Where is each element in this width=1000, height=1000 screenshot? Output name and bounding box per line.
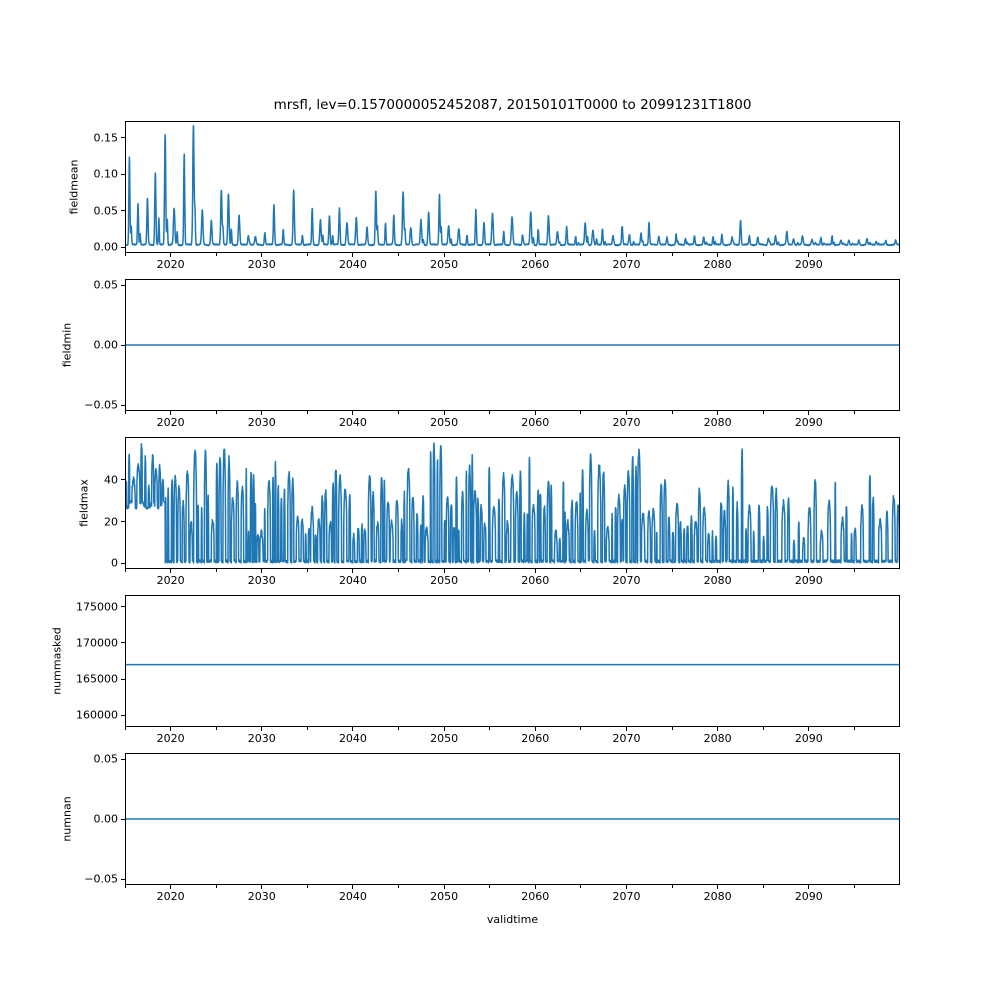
x-tick (808, 569, 809, 573)
y-tick (121, 345, 125, 346)
y-axis-label-nummasked: nummasked (50, 627, 64, 695)
x-tick-label: 2070 (612, 416, 641, 429)
subplot-nummasked (50, 595, 900, 745)
y-tick-label: 175000 (76, 600, 118, 614)
x-tick-label: 2040 (338, 258, 367, 271)
x-tick-label: 2050 (430, 574, 459, 587)
x-tick-label: 2070 (612, 732, 641, 745)
plot-area-fieldmin (125, 279, 900, 411)
x-tick (261, 885, 262, 889)
x-minor-tick (216, 253, 217, 256)
y-tick (121, 679, 125, 680)
y-tick (121, 405, 125, 406)
x-minor-tick (763, 253, 764, 256)
x-tick-label: 2070 (612, 890, 641, 903)
plot-area-fieldmean (125, 121, 900, 253)
x-minor-tick (398, 253, 399, 256)
x-tick (626, 253, 627, 257)
y-tick-label: 0.05 (93, 204, 118, 218)
x-tick-label: 2060 (521, 416, 550, 429)
x-tick (352, 253, 353, 257)
x-minor-tick (580, 885, 581, 888)
y-tick-label: 0 (111, 556, 118, 570)
x-tick (808, 727, 809, 731)
x-tick-label: 2070 (612, 258, 641, 271)
x-minor-tick (489, 253, 490, 256)
x-tick (261, 727, 262, 731)
x-minor-tick (489, 885, 490, 888)
x-tick (170, 885, 171, 889)
x-tick (170, 411, 171, 415)
x-minor-tick (307, 727, 308, 730)
y-tick (121, 521, 125, 522)
x-tick-label: 2090 (794, 732, 823, 745)
x-tick-label: 2060 (521, 574, 550, 587)
y-tick-label: 170000 (76, 636, 118, 650)
x-tick (717, 569, 718, 573)
x-minor-tick (125, 411, 126, 414)
x-tick (352, 411, 353, 415)
line-fieldmean (125, 126, 900, 246)
x-tick (444, 885, 445, 889)
x-minor-tick (125, 569, 126, 572)
y-axis-label-fieldmin: fieldmin (60, 322, 73, 368)
x-tick (444, 727, 445, 731)
y-tick-label: 0.00 (93, 240, 118, 254)
y-axis-label-fieldmean: fieldmean (67, 159, 81, 215)
subplot-fieldmean (67, 121, 900, 271)
y-tick-label: 160000 (76, 708, 118, 722)
x-tick-label: 2030 (247, 416, 276, 429)
x-tick-label: 2020 (156, 574, 185, 587)
x-minor-tick (216, 727, 217, 730)
x-tick (535, 727, 536, 731)
plot-area-nummasked (125, 595, 900, 727)
x-tick-label: 2080 (703, 574, 732, 587)
y-tick (121, 879, 125, 880)
x-minor-tick (672, 885, 673, 888)
x-minor-tick (580, 569, 581, 572)
x-tick-label: 2090 (794, 258, 823, 271)
figure-title: mrsfl, lev=0.1570000052452087, 20150101T0000 to 20991231T1800 (273, 97, 752, 113)
plot-area-numnan (125, 753, 900, 885)
x-tick (717, 885, 718, 889)
x-minor-tick (763, 569, 764, 572)
x-minor-tick (672, 569, 673, 572)
x-minor-tick (854, 253, 855, 256)
x-tick (261, 253, 262, 257)
x-minor-tick (763, 885, 764, 888)
y-tick-label: 0.15 (93, 131, 118, 145)
x-minor-tick (489, 411, 490, 414)
x-tick-label: 2030 (247, 732, 276, 745)
x-tick-label: 2040 (338, 574, 367, 587)
x-tick (717, 727, 718, 731)
x-tick-label: 2050 (430, 258, 459, 271)
y-tick (121, 819, 125, 820)
x-minor-tick (854, 411, 855, 414)
x-tick (717, 253, 718, 257)
y-tick (121, 174, 125, 175)
x-tick-label: 2060 (521, 258, 550, 271)
x-tick (444, 411, 445, 415)
x-tick (808, 253, 809, 257)
x-tick (626, 411, 627, 415)
x-minor-tick (489, 727, 490, 730)
y-tick (121, 479, 125, 480)
y-tick-label: 0.05 (93, 278, 118, 292)
x-minor-tick (307, 569, 308, 572)
x-tick-label: 2090 (794, 416, 823, 429)
x-tick (352, 569, 353, 573)
x-minor-tick (672, 253, 673, 256)
y-tick (121, 759, 125, 760)
y-tick-label: 0.05 (93, 752, 118, 766)
x-minor-tick (125, 253, 126, 256)
y-tick-label: 0.10 (93, 167, 118, 181)
subplot-numnan (60, 752, 900, 903)
x-tick-label: 2020 (156, 890, 185, 903)
y-tick (121, 606, 125, 607)
x-tick (170, 727, 171, 731)
x-minor-tick (763, 411, 764, 414)
plot-area-fieldmax (125, 437, 900, 569)
x-tick-label: 2040 (338, 890, 367, 903)
x-tick-label: 2080 (703, 416, 732, 429)
x-minor-tick (398, 885, 399, 888)
x-minor-tick (216, 569, 217, 572)
x-tick-label: 2050 (430, 732, 459, 745)
x-tick-label: 2090 (794, 890, 823, 903)
x-minor-tick (125, 885, 126, 888)
x-tick (717, 411, 718, 415)
x-minor-tick (307, 885, 308, 888)
x-tick-label: 2020 (156, 258, 185, 271)
x-tick-label: 2060 (521, 732, 550, 745)
x-tick-label: 2050 (430, 416, 459, 429)
x-minor-tick (672, 411, 673, 414)
x-tick-label: 2080 (703, 732, 732, 745)
y-tick-label: −0.05 (84, 872, 118, 886)
x-tick-label: 2090 (794, 574, 823, 587)
x-minor-tick (854, 569, 855, 572)
x-axis-label: validtime (486, 913, 539, 926)
x-tick-label: 2050 (430, 890, 459, 903)
x-minor-tick (125, 727, 126, 730)
x-tick (535, 569, 536, 573)
y-tick-label: 0.00 (93, 812, 118, 826)
y-tick (121, 137, 125, 138)
x-minor-tick (580, 727, 581, 730)
y-tick (121, 210, 125, 211)
y-axis-label-numnan: numnan (60, 796, 73, 842)
x-minor-tick (398, 411, 399, 414)
subplot-fieldmax (77, 437, 900, 587)
x-tick (352, 727, 353, 731)
x-minor-tick (307, 411, 308, 414)
x-tick (261, 569, 262, 573)
y-tick-label: −0.05 (84, 398, 118, 412)
x-minor-tick (398, 727, 399, 730)
x-minor-tick (854, 885, 855, 888)
x-tick-label: 2040 (338, 416, 367, 429)
x-minor-tick (763, 727, 764, 730)
x-tick-label: 2070 (612, 574, 641, 587)
y-tick (121, 715, 125, 716)
x-tick (626, 885, 627, 889)
x-tick (352, 885, 353, 889)
x-tick (626, 569, 627, 573)
x-minor-tick (854, 727, 855, 730)
x-tick-label: 2030 (247, 890, 276, 903)
subplot-fieldmin (60, 278, 900, 429)
x-tick (626, 727, 627, 731)
x-tick (444, 569, 445, 573)
x-minor-tick (580, 411, 581, 414)
x-minor-tick (580, 253, 581, 256)
y-tick-label: 20 (104, 515, 118, 528)
x-tick (170, 253, 171, 257)
x-tick-label: 2030 (247, 258, 276, 271)
line-fieldmax (125, 443, 900, 563)
y-tick (121, 247, 125, 248)
x-tick-label: 2030 (247, 574, 276, 587)
y-tick (121, 285, 125, 286)
x-tick (808, 411, 809, 415)
y-tick (121, 642, 125, 643)
y-tick-label: 0.00 (93, 338, 118, 352)
x-tick-label: 2040 (338, 732, 367, 745)
x-minor-tick (216, 885, 217, 888)
y-axis-label-fieldmax: fieldmax (77, 479, 91, 527)
x-minor-tick (398, 569, 399, 572)
x-tick-label: 2080 (703, 258, 732, 271)
x-minor-tick (489, 569, 490, 572)
x-tick (261, 411, 262, 415)
x-tick (535, 411, 536, 415)
y-tick-label: 40 (104, 473, 118, 487)
x-minor-tick (672, 727, 673, 730)
x-tick-label: 2060 (521, 890, 550, 903)
x-tick (170, 569, 171, 573)
x-tick (535, 885, 536, 889)
x-tick-label: 2080 (703, 890, 732, 903)
x-minor-tick (216, 411, 217, 414)
y-tick-label: 165000 (76, 672, 118, 686)
x-tick-label: 2020 (156, 416, 185, 429)
x-tick (444, 253, 445, 257)
x-minor-tick (307, 253, 308, 256)
x-tick-label: 2020 (156, 732, 185, 745)
y-tick (121, 563, 125, 564)
x-tick (808, 885, 809, 889)
x-tick (535, 253, 536, 257)
